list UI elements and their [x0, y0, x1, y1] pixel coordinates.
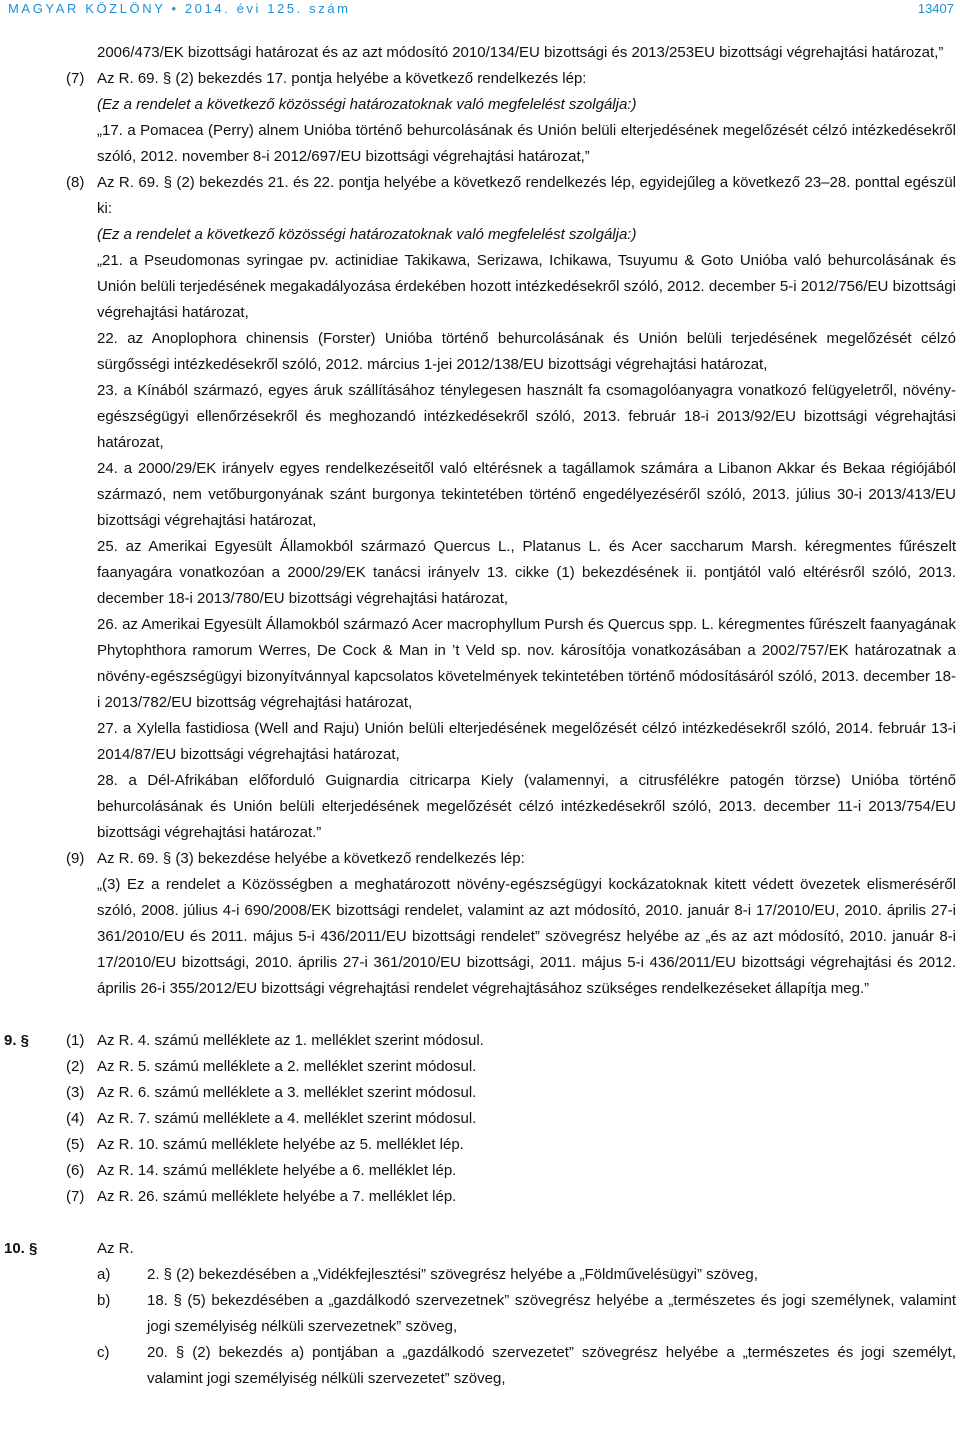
publication-title: MAGYAR KÖZLÖNY • 2014. évi 125. szám: [8, 1, 351, 16]
paragraph-number: (7): [66, 1188, 85, 1205]
paragraph-text: Az R. 69. § (3) bekezdése helyébe a következő rendelkezés lép:: [97, 850, 525, 867]
paragraph-number: (6): [66, 1162, 85, 1179]
subpoint-letter: c): [97, 1344, 110, 1361]
section-9-row: [0, 1080, 960, 1106]
section-9-row: [0, 1106, 960, 1132]
paragraph-text: Az R. 5. számú melléklete a 2. melléklet szerint módosul.: [97, 1058, 477, 1075]
paragraph-text: Az R. 69. § (2) bekezdés 17. pontja helyébe a következő rendelkezés lép:: [97, 70, 587, 87]
subpoint: [0, 1288, 960, 1340]
section-label: 9. §: [4, 1032, 30, 1049]
section-10-intro: [0, 1236, 960, 1262]
amended-point: „(3) Ez a rendelet a Közösségben a meghatározott növény-egészségügyi kockázatoknak kitett védett övezetek elismeréséről szóló, 2008. július 4-i 690/2008/EK bizottsági rendelet, valamint az azt módosító, 2010. január 8-i 17/2010/EU, 2010. április 27-i 361/2010/EU és 2011. május 5-i 436/2011/EU bizottsági rendelet” szövegrész helyébe az „és az azt módosító, 2010. január 8-i 17/2010/EU bizottsági, 2010. április 27-i 361/2010/EU bizottsági, 2011. május 5-i 436/2011/EU bizottsági végrehajtási és 2012. április 26-i 355/2012/EU bizottsági végrehajtási rendelet végrehajtásához szükséges rendelkezéseket állapítja meg.”: [97, 876, 956, 997]
paragraph-number: (9): [66, 850, 85, 867]
paragraph-intro: 2006/473/EK bizottsági határozat és az azt módosító 2010/134/EU bizottsági és 2013/253EU bizottsági végrehajtási határozat,”: [97, 44, 944, 61]
paragraph-text: Az R. 69. § (2) bekezdés 21. és 22. pontja helyébe a következő rendelkezés lép, egyidejűleg a következő 23–28. ponttal egészül ki:: [97, 174, 956, 217]
amended-point: 25. az Amerikai Egyesült Államokból származó Quercus L., Platanus L. és Acer saccharum Marsh. kéregmentes fűrészelt faanyagára vonatkozóan a 2000/29/EK tanácsi irányelv 13. cikke (1) bekezdésének ii. pontjától való eltérésről szóló, 2013. december 18-i 2013/780/EU bizottsági végrehajtási határozat,: [97, 538, 956, 607]
subpoint: [0, 1262, 960, 1288]
document-body: [0, 40, 960, 1392]
section-9-row: [0, 1184, 960, 1210]
paragraph-9: [0, 846, 960, 872]
subpoint-letter: b): [97, 1292, 111, 1309]
conformity-note: (Ez a rendelet a következő közösségi határozatoknak való megfelelést szolgálja:): [97, 96, 637, 113]
amended-point: 24. a 2000/29/EK irányelv egyes rendelkezéseitől való eltérésnek a tagállamok számára a Libanon Akkar és Bekaa régiójából származó, nem vetőburgonyának szánt burgonya tekintetében történő engedélyezéséről szóló, 2013. július 30-i 2013/413/EU bizottsági végrehajtási határozat,: [97, 460, 956, 529]
section-intro-text: Az R.: [97, 1240, 134, 1257]
paragraph-number: (1): [66, 1032, 85, 1049]
paragraph-number: (8): [66, 174, 85, 191]
amended-point: 22. az Anoplophora chinensis (Forster) Unióba történő behurcolásának és Unión belüli terjedésének megelőzését célzó sürgősségi intézkedésekről szóló, 2012. március 1-jei 2012/138/EU bizottsági végrehajtási határozat,: [97, 330, 956, 373]
amended-point: 23. a Kínából származó, egyes áruk szállításához ténylegesen használt fa csomagolóanyagra vonatkozó felügyeletről, növény-egészségügyi ellenőrzésekről és meghozandó intézkedésekről szóló, 2013. február 18-i 2013/92/EU bizottsági végrehajtási határozat,: [97, 382, 956, 451]
paragraph-number: (3): [66, 1084, 85, 1101]
paragraph-text: Az R. 6. számú melléklete a 3. melléklet szerint módosul.: [97, 1084, 477, 1101]
subpoint-text: 18. § (5) bekezdésében a „gazdálkodó szervezetnek” szövegrész helyébe a „természetes és jogi személynek, valamint jogi személyiség nélküli szervezetnek” szöveg,: [147, 1292, 956, 1335]
section-9: [0, 1028, 960, 1210]
paragraph-text: Az R. 10. számú melléklete helyébe az 5. melléklet lép.: [97, 1136, 464, 1153]
paragraph-number: (2): [66, 1058, 85, 1075]
amended-point: 26. az Amerikai Egyesült Államokból származó Acer macrophyllum Pursh és Quercus spp. L. kéregmentes fűrészelt faanyagának Phytophthora ramorum Werres, De Cock & Man in ’t Veld sp. nov. károsítója vonatkozásában a 2002/757/EK határozatnak a növény-egészségügyi bizonyítvánnyal kapcsolatos követelmények tekintetében történő módosításáról szóló, 2013. december 18-i 2013/782/EU bizottság végrehajtási határozat,: [97, 616, 956, 711]
section-10: [0, 1236, 960, 1392]
amended-point: „17. a Pomacea (Perry) alnem Unióba történő behurcolásának és Unión belüli elterjedésének megelőzését célzó intézkedésekről szóló, 2012. november 8-i 2012/697/EU bizottsági végrehajtási határozat,”: [97, 122, 956, 165]
section-label: 10. §: [4, 1240, 38, 1257]
section-9-row: [0, 1158, 960, 1184]
paragraph-text: Az R. 7. számú melléklete a 4. melléklet szerint módosul.: [97, 1110, 477, 1127]
paragraph-number: (7): [66, 70, 85, 87]
paragraph-text: Az R. 26. számú melléklete helyébe a 7. melléklet lép.: [97, 1188, 457, 1205]
section-9-row: [0, 1028, 960, 1054]
paragraph-7: [0, 66, 960, 92]
amended-point: „21. a Pseudomonas syringae pv. actinidiae Takikawa, Serizawa, Ichikawa, Tsuyumu & Goto Unióba való behurcolásának és Unión belüli terjedésének megakadályozása érdekében hozott intézkedésekről szóló, 2012. december 5-i 2012/756/EU bizottsági végrehajtási határozat,: [97, 252, 956, 321]
paragraph-8: [0, 170, 960, 222]
page-number: 13407: [917, 1, 954, 16]
conformity-note: (Ez a rendelet a következő közösségi határozatoknak való megfelelést szolgálja:): [97, 226, 637, 243]
paragraph-text: Az R. 4. számú melléklete az 1. melléklet szerint módosul.: [97, 1032, 484, 1049]
amended-point: 28. a Dél-Afrikában előforduló Guignardia citricarpa Kiely (valamennyi, a citrusfélékre patogén törzse) Unióba történő behurcolásának és Unión belüli elterjedésének megelőzését célzó intézkedésekről szóló, 2013. december 11-i 2013/754/EU bizottsági végrehajtási határozat.”: [97, 772, 956, 841]
subpoint-text: 2. § (2) bekezdésében a „Vidékfejlesztési” szövegrész helyébe a „Földművelésügyi” szöveg,: [147, 1266, 758, 1283]
page-header: [0, 0, 960, 18]
section-9-row: [0, 1054, 960, 1080]
subpoint-letter: a): [97, 1266, 111, 1283]
amended-point: 27. a Xylella fastidiosa (Well and Raju) Unión belüli elterjedésének megelőzését célzó intézkedésekről szóló, 2014. február 13-i 2014/87/EU bizottsági végrehajtási határozat,: [97, 720, 956, 763]
paragraph-number: (4): [66, 1110, 85, 1127]
subpoint-text: 20. § (2) bekezdés a) pontjában a „gazdálkodó szervezetet” szövegrész helyébe a „természetes és jogi személyt, valamint jogi személyiség nélküli szervezetet” szöveg,: [147, 1344, 956, 1387]
paragraph-text: Az R. 14. számú melléklete helyébe a 6. melléklet lép.: [97, 1162, 457, 1179]
paragraph-number: (5): [66, 1136, 85, 1153]
subpoint: [0, 1340, 960, 1392]
section-9-row: [0, 1132, 960, 1158]
